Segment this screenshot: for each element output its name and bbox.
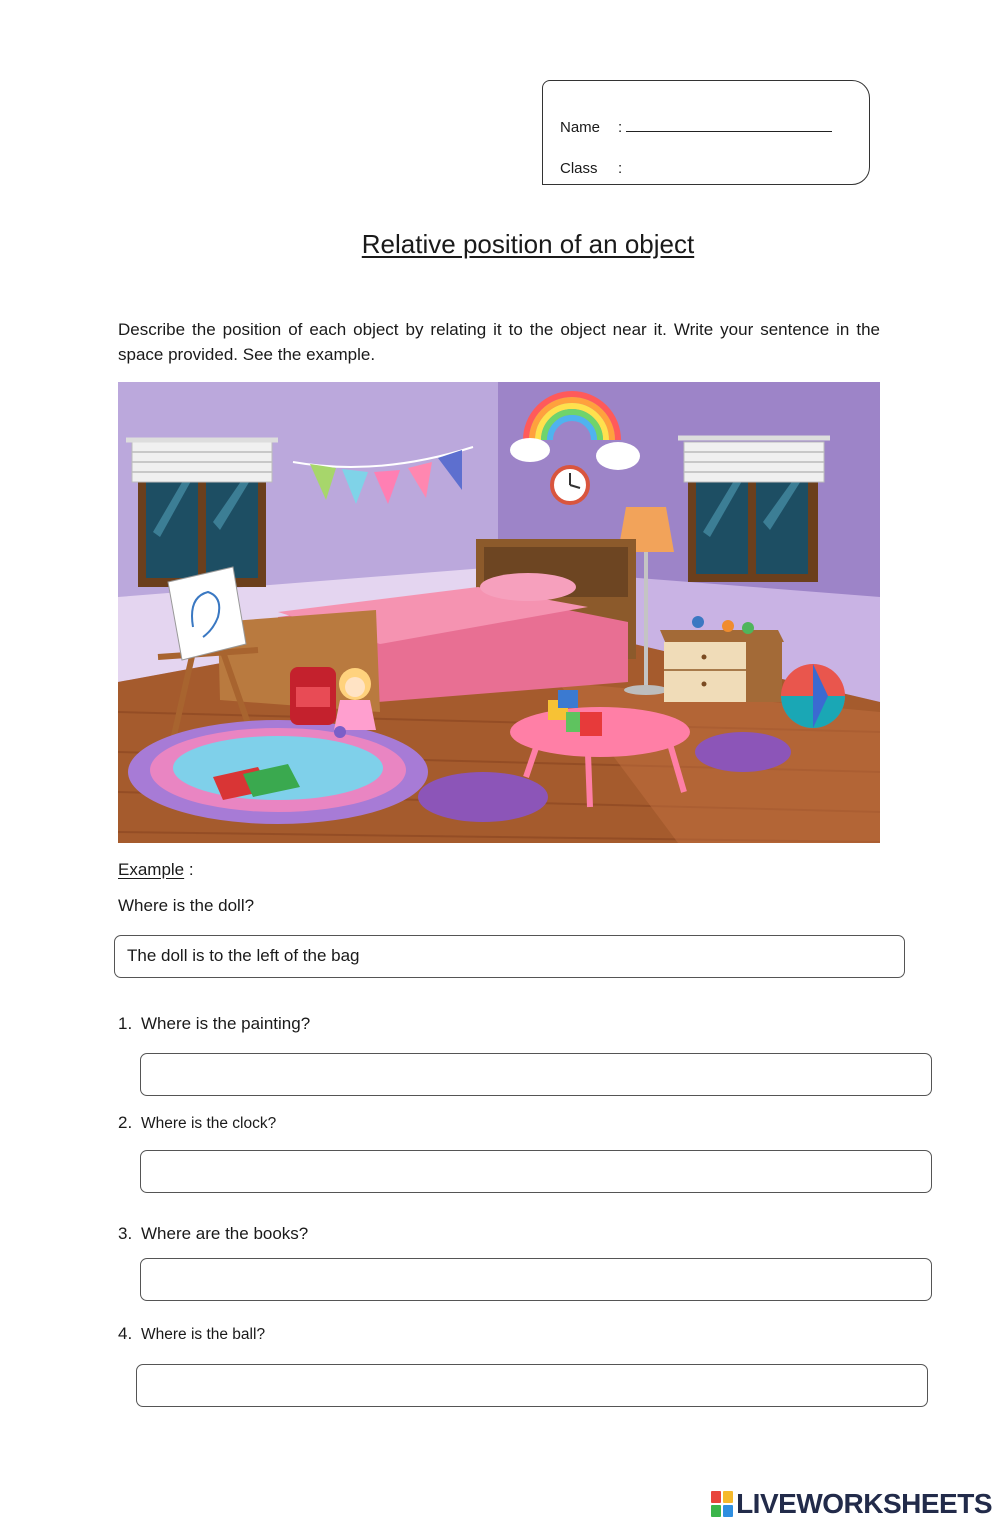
question-3-text: Where are the books? [141,1224,309,1243]
answer-3-input[interactable] [140,1258,932,1301]
name-row [560,117,832,136]
class-separator: : [618,160,623,177]
name-label: Name [560,119,601,136]
question-4-text: Where is the ball? [141,1326,266,1343]
question-4: 4. Where is the ball? [118,1324,266,1343]
question-2: 2. Where is the clock? [118,1113,277,1132]
doll [334,668,376,738]
student-info-box [542,80,870,185]
liveworksheets-logo[interactable] [711,1488,992,1520]
class-label: Class [560,160,598,177]
class-row [560,160,622,177]
example-label: Example : [118,860,194,879]
logo-mark-icon [711,1491,733,1517]
question-1: 1. Where is the painting? [118,1014,311,1033]
bedroom-illustration [118,382,880,843]
question-1-text: Where is the painting? [141,1014,311,1033]
logo-square [723,1491,733,1503]
example-question: Where is the doll? [118,896,255,915]
question-3: 3. Where are the books? [118,1224,309,1243]
answer-1-input[interactable] [140,1053,932,1096]
instructions: Describe the position of each object by relating it to the object near it. Write your sentence in the space provided. See the example. [118,320,880,364]
name-field[interactable] [626,117,832,132]
clock [552,467,588,503]
example-answer-box: The doll is to the left of the bag [114,935,905,978]
ball [781,664,845,728]
logo-square [711,1505,721,1517]
answer-4-input[interactable] [136,1364,928,1407]
name-separator: : [618,119,623,136]
bag [290,667,336,725]
answer-2-input[interactable] [140,1150,932,1193]
left-window [126,440,278,587]
logo-square [723,1505,733,1517]
logo-square [711,1491,721,1503]
page-title: Relative position of an object [361,229,695,259]
logo-text: LIVEWORKSHEETS [736,1488,992,1519]
question-2-text: Where is the clock? [141,1115,277,1132]
right-window [678,438,830,582]
